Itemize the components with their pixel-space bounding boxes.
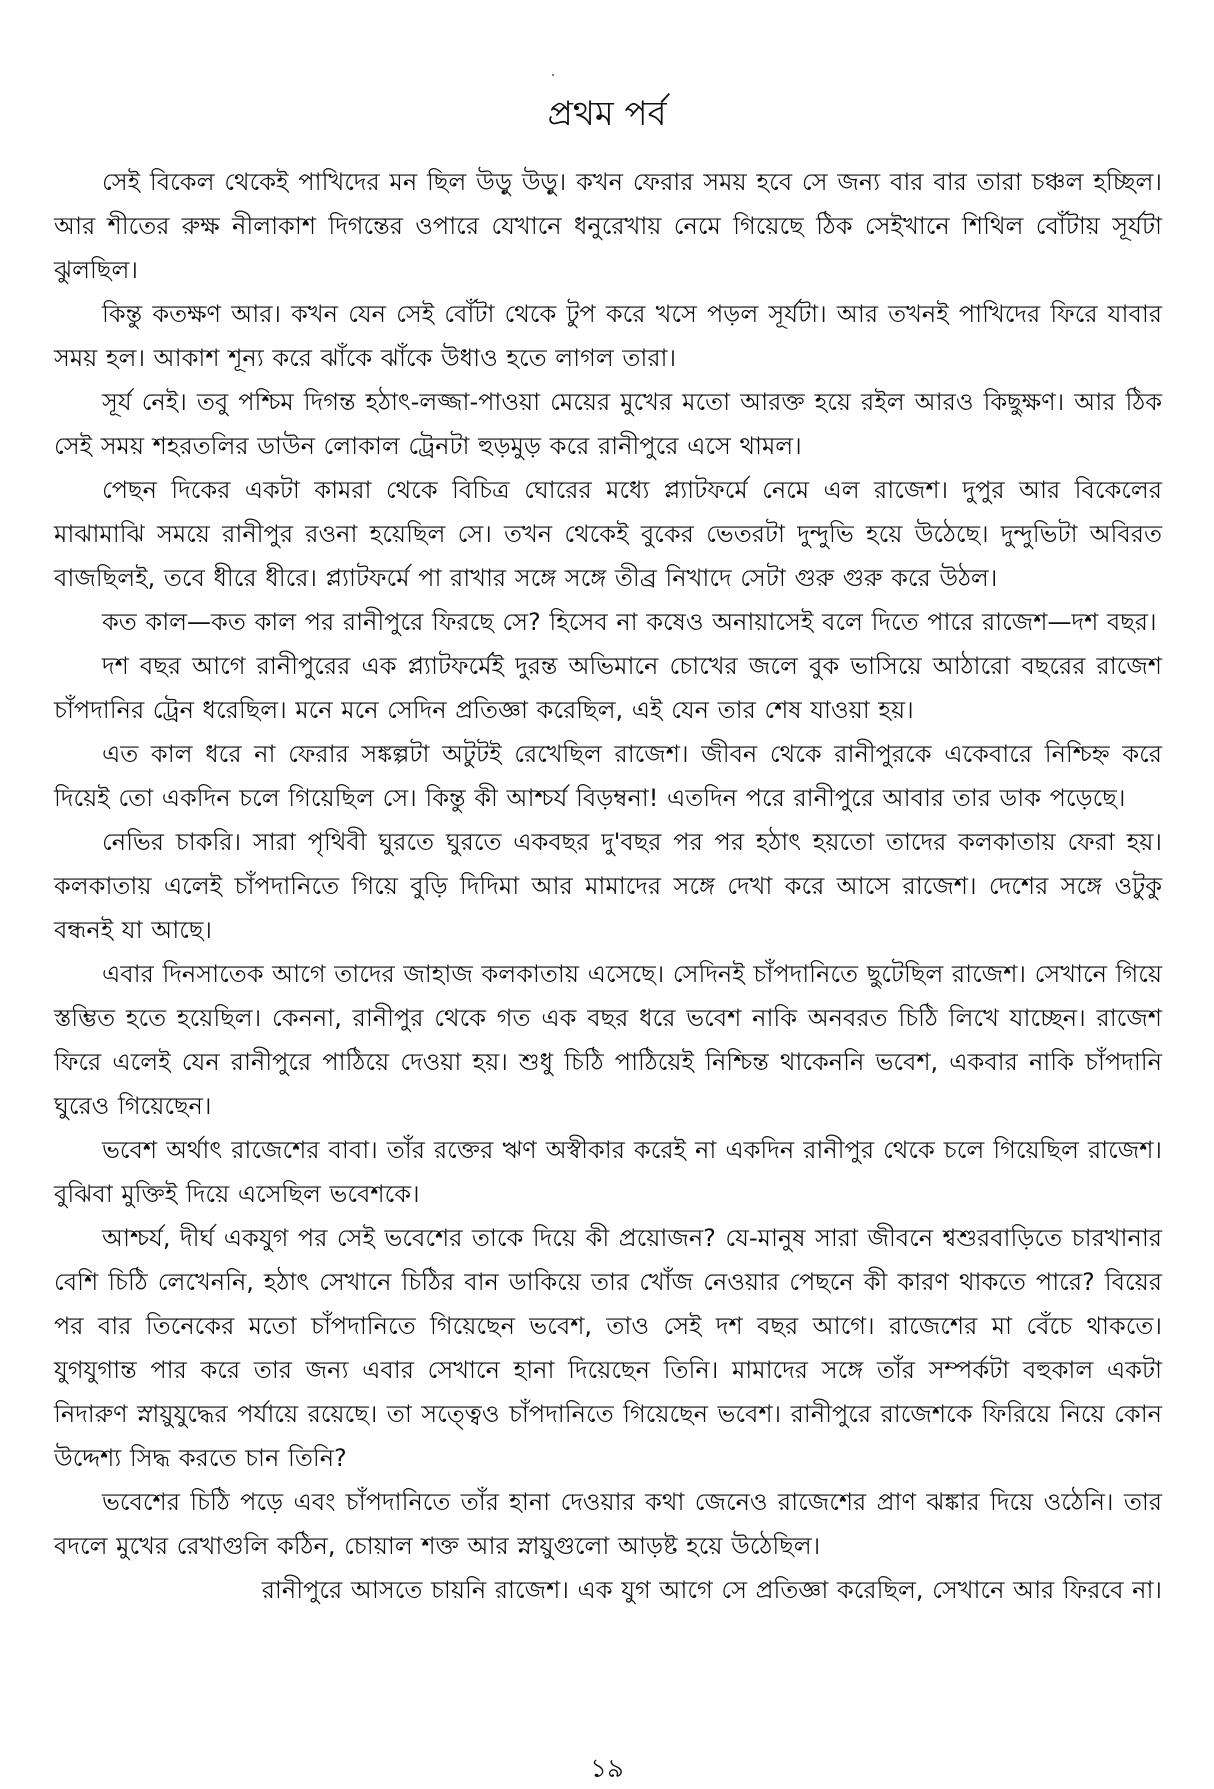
paragraph: কত কাল—কত কাল পর রানীপুরে ফিরছে সে? হিসেব না কষেও অনায়াসেই বলে দিতে পারে রাজেশ—দশ বছর। <box>102 608 1157 636</box>
page-number: ১৯ <box>590 1754 624 1784</box>
print-speck <box>552 74 554 76</box>
paragraph: ভবেশ অর্থাৎ রাজেশের বাবা। তাঁর রক্তের ঋণ অস্বীকার করেই না একদিন রানীপুর থেকে চলে গিয়েছিল রাজেশ। বুঝিবা মুক্তিই দিয়ে এসেছিল ভবেশকে। <box>54 1136 1162 1208</box>
paragraph: রানীপুরে আসতে চায়নি রাজেশ। এক যুগ আগে সে প্রতিজ্ঞা করেছিল, সেখানে আর ফিরবে না। <box>261 1576 1162 1604</box>
paragraph: পেছন দিকের একটা কামরা থেকে বিচিত্র ঘোরের মধ্যে প্ল্যাটফর্মে নেমে এল রাজেশ। দুপুর আর বিকেলের মাঝামাঝি সময়ে রানীপুর রওনা হয়েছিল সে। তখন থেকেই বুকের ভেতরটা দুন্দুভি হয়ে উঠেছে। দুন্দুভিটা অবিরত বাজছিলই, তবে ধীরে ধীরে। প্ল্যাটফর্মে পা রাখার সঙ্গে সঙ্গে তীব্র নিখাদে সেটা গুরু গুরু করে উঠল। <box>54 476 1162 592</box>
paragraph: সেই বিকেল থেকেই পাখিদের মন ছিল উড়ু উড়ু। কখন ফেরার সময় হবে সে জন্য বার বার তারা চঞ্চল হচ্ছিল। আর শীতের রুক্ষ নীলাকাশ দিগন্তের ওপারে যেখানে ধনুরেখায় নেমে গিয়েছে ঠিক সেইখানে শিথিল বোঁটায় সূর্যটা ঝুলছিল। <box>54 168 1162 284</box>
body-text <box>54 160 1162 1612</box>
paragraph: আশ্চর্য, দীর্ঘ একযুগ পর সেই ভবেশের তাকে দিয়ে কী প্রয়োজন? যে-মানুষ সারা জীবনে শ্বশুরবাড়িতে চারখানার বেশি চিঠি লেখেননি, হঠাৎ সেখানে চিঠির বান ডাকিয়ে তার খোঁজ নেওয়ার পেছনে কী কারণ থাকতে পারে? বিয়ের পর বার তিনেকের মতো চাঁপদানিতে গিয়েছেন ভবেশ, তাও সেই দশ বছর আগে। রাজেশের মা বেঁচে থাকতে। যুগযুগান্ত পার করে তার জন্য এবার সেখানে হানা দিয়েছেন তিনি। মামাদের সঙ্গে তাঁর সম্পর্কটা বহুকাল একটা নিদারুণ স্নায়ুযুদ্ধের পর্যায়ে রয়েছে। তা সত্ত্বেও চাঁপদানিতে গিয়েছেন ভবেশ। রানীপুরে রাজেশকে ফিরিয়ে নিয়ে কোন উদ্দেশ্য সিদ্ধ করতে চান তিনি? <box>54 1224 1162 1472</box>
paragraph: এবার দিনসাতেক আগে তাদের জাহাজ কলকাতায় এসেছে। সেদিনই চাঁপদানিতে ছুটেছিল রাজেশ। সেখানে গিয়ে স্তম্ভিত হতে হয়েছিল। কেননা, রানীপুর থেকে গত এক বছর ধরে ভবেশ নাকি অনবরত চিঠি লিখে যাচ্ছেন। রাজেশ ফিরে এলেই যেন রানীপুরে পাঠিয়ে দেওয়া হয়। শুধু চিঠি পাঠিয়েই নিশ্চিন্ত থাকেননি ভবেশ, একবার নাকি চাঁপদানি ঘুরেও গিয়েছেন। <box>54 960 1162 1120</box>
paragraph: নেভির চাকরি। সারা পৃথিবী ঘুরতে ঘুরতে একবছর দু'বছর পর পর হঠাৎ হয়তো তাদের কলকাতায় ফেরা হয়। কলকাতায় এলেই চাঁপদানিতে গিয়ে বুড়ি দিদিমা আর মামাদের সঙ্গে দেখা করে আসে রাজেশ। দেশের সঙ্গে ওটুকু বন্ধনই যা আছে। <box>54 828 1162 944</box>
paragraph: সূর্য নেই। তবু পশ্চিম দিগন্ত হঠাৎ-লজ্জা-পাওয়া মেয়ের মুখের মতো আরক্ত হয়ে রইল আরও কিছুক্ষণ। আর ঠিক সেই সময় শহরতলির ডাউন লোকাল ট্রেনটা হুড়মুড় করে রানীপুরে এসে থামল। <box>54 388 1162 460</box>
paragraph: দশ বছর আগে রানীপুরের এক প্ল্যাটফর্মেই দুরন্ত অভিমানে চোখের জলে বুক ভাসিয়ে আঠারো বছরের রাজেশ চাঁপদানির ট্রেন ধরেছিল। মনে মনে সেদিন প্রতিজ্ঞা করেছিল, এই যেন তার শেষ যাওয়া হয়। <box>54 652 1162 724</box>
paragraph: কিন্তু কতক্ষণ আর। কখন যেন সেই বোঁটা থেকে টুপ করে খসে পড়ল সূর্যটা। আর তখনই পাখিদের ফিরে যাবার সময় হল। আকাশ শূন্য করে ঝাঁকে ঝাঁকে উধাও হতে লাগল তারা। <box>54 300 1162 372</box>
paragraph: এত কাল ধরে না ফেরার সঙ্কল্পটা অটুটই রেখেছিল রাজেশ। জীবন থেকে রানীপুরকে একেবারে নিশ্চিহ্ন করে দিয়েই তো একদিন চলে গিয়েছিল সে। কিন্তু কী আশ্চর্য বিড়ম্বনা! এতদিন পরে রানীপুরে আবার তার ডাক পড়েছে। <box>54 740 1162 812</box>
chapter-title: প্রথম পর্ব <box>547 94 667 134</box>
paragraph: ভবেশের চিঠি পড়ে এবং চাঁপদানিতে তাঁর হানা দেওয়ার কথা জেনেও রাজেশের প্রাণ ঝঙ্কার দিয়ে ওঠেনি। তার বদলে মুখের রেখাগুলি কঠিন, চোয়াল শক্ত আর স্নায়ুগুলো আড়ষ্ট হয়ে উঠেছিল। <box>54 1488 1162 1560</box>
